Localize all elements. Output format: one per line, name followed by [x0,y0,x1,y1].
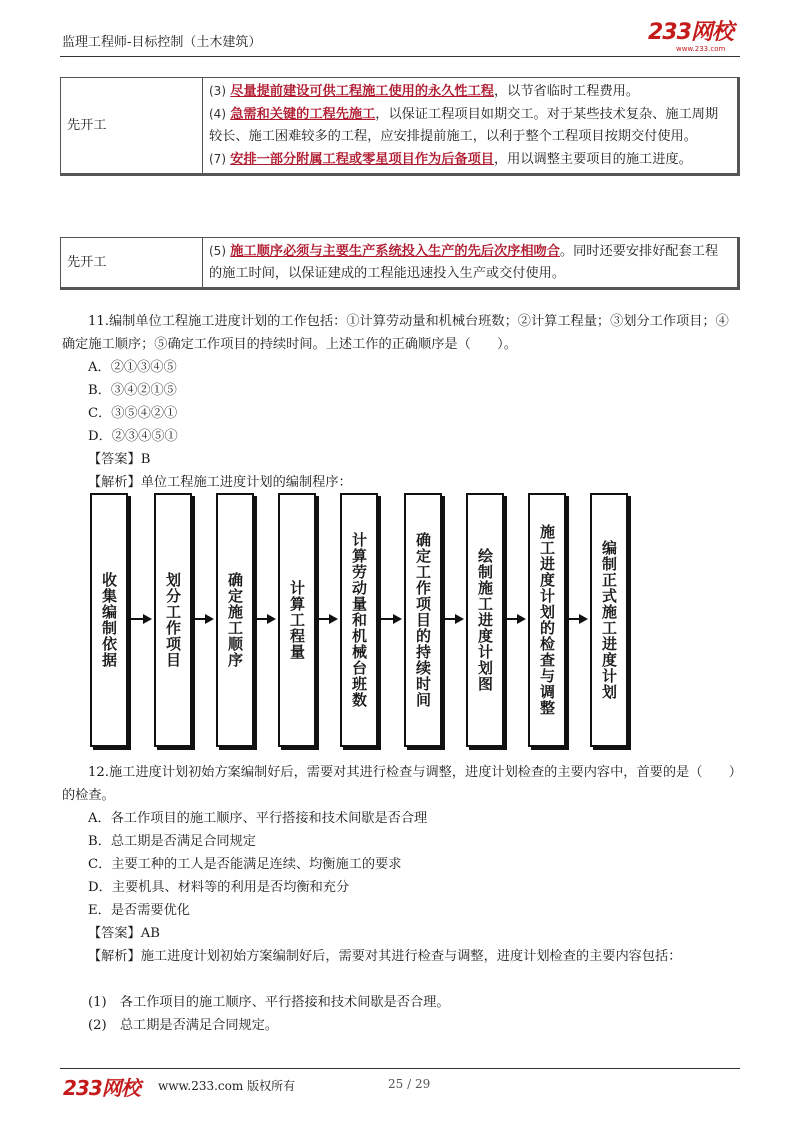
question-11-stem: 11.编制单位工程施工进度计划的工作包括：①计算劳动量和机械台班数；②计算工程量；③划分工作项目；④确定施工顺序；⑤确定工作项目的持续时间。上述工作的正确顺序是（ ）。 [62,314,729,352]
emphasis-text: 急需和关键的工程先施工 [230,107,376,122]
item-number: (3) [209,84,226,98]
list-item [209,80,729,103]
flow-arrow [566,618,586,620]
flow-arrow [254,618,274,620]
q12-option-d: D．主要机具、材料等的利用是否均衡和充分 [88,880,350,895]
item-number: (4) [209,107,226,121]
flow-step: 计算工程量 [278,493,316,747]
q11-option-b: B．③④②①⑤ [88,383,177,398]
flow-step: 确定施工顺序 [216,493,254,747]
footer-copyright: www.233.com 版权所有 [158,1079,296,1093]
q11-option-a: A．②①③④⑤ [88,360,177,375]
flow-step: 确定工作项目的持续时间 [404,493,442,747]
footer-logo[interactable]: 233网校 [63,1076,140,1100]
item-text: ，以保证工程项目如期交工。对于某些技术复杂、施工周期较长、施工困难较多的工程，应安排提前施工，以利于整个工程项目按期交付使用。 [209,107,719,144]
question-12-stem: 12.施工进度计划初始方案编制好后，需要对其进行检查与调整，进度计划检查的主要内容中，首要的是（ ）的检查。 [62,765,736,803]
q12-analysis: 【解析】施工进度计划初始方案编制好后，需要对其进行检查与调整，进度计划检查的主要内容包括： [88,949,682,964]
page-number: 25 / 29 [388,1077,431,1091]
footer-divider [60,1068,740,1069]
emphasis-text: 尽量提前建设可供工程施工使用的永久性工程 [230,84,494,99]
item-text: ，用以调整主要项目的施工进度。 [493,152,692,167]
flow-arrow [128,618,150,620]
header-divider [60,56,740,57]
table-start-first-2 [60,237,740,290]
brand-logo[interactable] [648,22,738,52]
q12-point: (2) 总工期是否满足合同规定。 [88,1018,279,1033]
emphasis-text: 安排一部分附属工程或零星项目作为后备项目 [230,152,494,167]
emphasis-text: 施工顺序必须与主要生产系统投入生产的先后次序相吻合 [230,244,560,259]
flow-arrow [378,618,400,620]
table-start-first-1 [60,77,740,176]
table-content [203,238,739,289]
flow-arrow [442,618,462,620]
q12-option-e: E．是否需要优化 [88,903,190,918]
item-number: (5) [209,244,226,258]
table-row [61,78,739,175]
q11-analysis: 【解析】单位工程施工进度计划的编制程序： [88,475,352,490]
q11-option-c: C．③⑤④②① [88,406,178,421]
q11-answer: 【答案】B [88,452,151,467]
item-text: ，以节省临时工程费用。 [493,84,640,99]
document-header-title: 监理工程师-目标控制（土木建筑） [62,35,262,50]
q12-option-c: C．主要工种的工人是否能满足连续、均衡施工的要求 [88,857,402,872]
flow-arrow [504,618,524,620]
q12-option-a: A．各工作项目的施工顺序、平行搭接和技术间歇是否合理 [88,811,428,826]
table-label: 先开工 [61,238,203,289]
list-item [209,103,729,148]
q12-point: (1) 各工作项目的施工顺序、平行搭接和技术间歇是否合理。 [88,995,450,1010]
flow-step: 划分工作项目 [154,493,192,747]
item-text: 。同时还要安排好配套工程的施工时间，以保证建成的工程能迅速投入生产或交付使用。 [209,244,719,281]
flow-arrow [192,618,212,620]
flow-step: 计算劳动量和机械台班数 [340,493,378,747]
q11-option-d: D．②③④⑤① [88,429,178,444]
flow-step: 编制正式施工进度计划 [590,493,628,747]
q12-option-b: B．总工期是否满足合同规定 [88,834,256,849]
flow-step: 施工进度计划的检查与调整 [528,493,566,747]
item-number: (7) [209,152,226,166]
flow-step: 绘制施工进度计划图 [466,493,504,747]
table-content [203,78,739,175]
logo-subtext: www.233.com [676,45,726,53]
flow-arrow [316,618,336,620]
flow-step: 收集编制依据 [90,493,128,747]
flowchart [80,493,720,753]
list-item [209,148,729,171]
table-label: 先开工 [61,78,203,175]
q12-answer: 【答案】AB [88,926,160,941]
logo-text: 233网校 [648,20,733,45]
table-row [61,238,739,289]
